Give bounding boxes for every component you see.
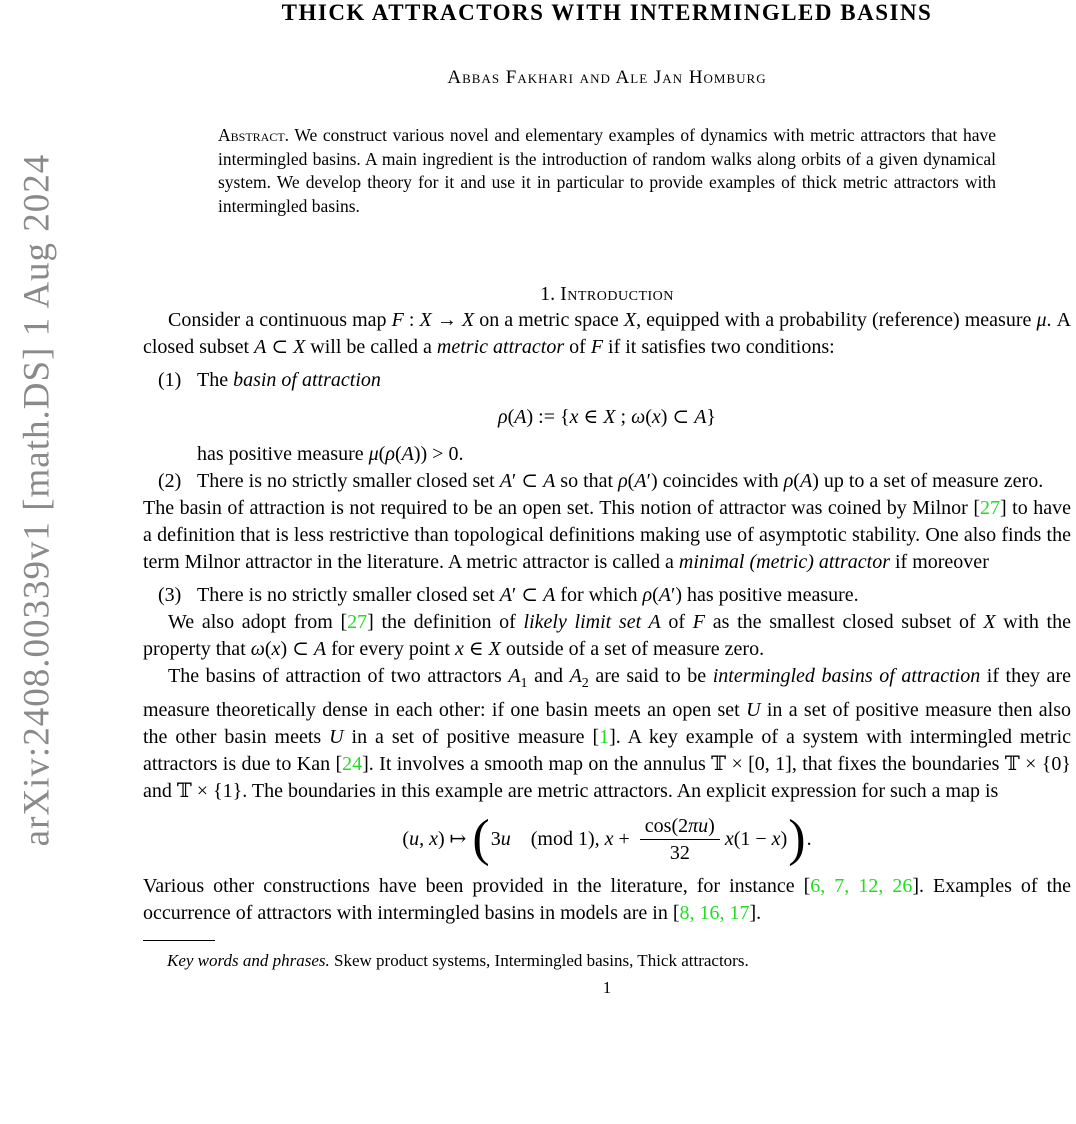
- item-1-after: has positive measure μ(ρ(A)) > 0.: [197, 443, 464, 465]
- enumerate-list: [143, 367, 1071, 495]
- fraction-denominator: 32: [640, 839, 720, 864]
- citation-link[interactable]: 8, 16, 17: [679, 902, 750, 924]
- equation-fraction: [640, 815, 720, 864]
- section-heading: [143, 282, 1071, 307]
- display-equation-2: [143, 810, 1071, 867]
- paragraph: The basins of attraction of two attractors $A_1$ and $A_2$ are said to be intermingled basins of attraction if they are measure theoretically dense in each other: if one basin meets an open set U in a set of positive measure then also the other basin meets U in a set of positive measure [1]. A key example of a system with intermingled metric attractors is due to Kan [24]. It involves a smooth map on the annulus 𝕋 × [0, 1], that fixes the boundaries 𝕋 × {0} and 𝕋 × {1}. The boundaries in this example are metric attractors. An explicit expression for such a map is: [143, 665, 1072, 802]
- section-title: Introduction: [560, 283, 674, 305]
- keywords-label: Key words and phrases.: [167, 951, 330, 970]
- arxiv-watermark: arXiv:2408.00339v1 [math.DS] 1 Aug 2024: [16, 153, 58, 847]
- paper-content: [143, 0, 1071, 998]
- equation-period: .: [806, 828, 812, 850]
- big-right-paren: ): [788, 810, 806, 867]
- page-number: 1: [602, 978, 612, 997]
- list-item-3: [143, 582, 1071, 609]
- citation-link[interactable]: 6, 7, 12, 26: [810, 875, 913, 897]
- section-number: 1.: [540, 283, 556, 305]
- enumerate-list: [143, 582, 1071, 609]
- keywords-line: [143, 950, 1071, 971]
- item-2-text: There is no strictly smaller closed set A′ ⊂ A so that ρ(A′) coincides with ρ(A) up to a set of measure zero.: [197, 470, 1044, 492]
- item-1-body: [197, 367, 1071, 468]
- fraction-numerator: cos(2πu): [644, 814, 715, 837]
- citation-link[interactable]: 24: [342, 753, 363, 775]
- footnote: [143, 940, 1071, 971]
- introduction-body: [143, 307, 1071, 927]
- paragraph: Consider a continuous map F : X → X on a metric space X, equipped with a probability (reference) measure μ. A closed subset A ⊂ X will be called a metric attractor of F if it satisfies two conditions:: [143, 309, 1072, 358]
- keywords-text: Skew product systems, Intermingled basins, Thick attractors.: [329, 951, 749, 970]
- item-3-label: (3): [158, 584, 182, 606]
- citation-link[interactable]: 27: [979, 497, 1000, 519]
- item-1-text: The basin of attraction: [197, 369, 381, 391]
- citation-link[interactable]: 1: [599, 726, 610, 748]
- display-equation-1: ρ(A) := {x ∈ X ; ω(x) ⊂ A}: [497, 406, 717, 428]
- equation-first-part: 3u (mod 1), x +: [490, 828, 635, 850]
- paragraph: Various other constructions have been provided in the literature, for instance [6, 7, 12, 26]. Examples of the occurrence of attractors with intermingled basins in models are in [8, 16, 17].: [143, 875, 1072, 924]
- item-2-label: (2): [158, 470, 182, 492]
- item-1-label: (1): [158, 369, 182, 391]
- paragraph: The basin of attraction is not required to be an open set. This notion of attractor was coined by Milnor [27] to have a definition that is less restrictive than topological definitions making use of asymptotic stability. One also finds the term Milnor attractor in the literature. A metric attractor is called a minimal (metric) attractor if moreover: [143, 497, 1071, 573]
- equation-lhs: (u, x) ↦: [402, 828, 472, 850]
- paper-title: THICK ATTRACTORS WITH INTERMINGLED BASINS: [281, 0, 933, 25]
- abstract-label: Abstract.: [218, 125, 290, 145]
- equation-tail: x(1 − x): [724, 828, 788, 850]
- item-3-text: There is no strictly smaller closed set A′ ⊂ A for which ρ(A′) has positive measure.: [197, 584, 859, 606]
- paper-authors: Abbas Fakhari and Ale Jan Homburg: [447, 67, 767, 88]
- list-item-1: [143, 367, 1071, 468]
- citation-link[interactable]: 27: [347, 611, 368, 633]
- abstract: [218, 124, 996, 218]
- abstract-text: We construct various novel and elementary examples of dynamics with metric attractors that have intermingled basins. A main ingredient is the introduction of random walks along orbits of a given dynamical system. We develop theory for it and use it in particular to provide examples of thick metric attractors with intermingled basins.: [218, 125, 996, 216]
- list-item-2: [143, 468, 1071, 495]
- paragraph: We also adopt from [27] the definition of likely limit set A of F as the smallest closed subset of X with the property that ω(x) ⊂ A for every point x ∈ X outside of a set of measure zero.: [143, 611, 1071, 660]
- footnote-rule: [143, 940, 215, 941]
- big-left-paren: (: [472, 810, 490, 867]
